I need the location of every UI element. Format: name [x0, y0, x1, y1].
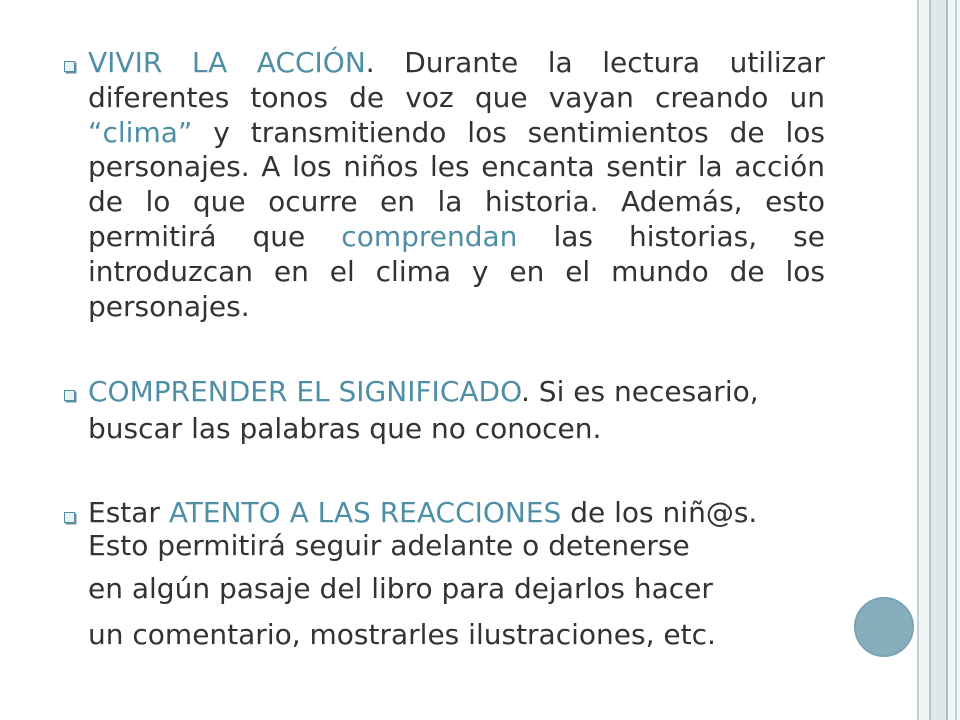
stripe-line [955, 0, 957, 720]
bullet-1-line-2-text: diferentes tonos de voz que vayan creando un [88, 81, 825, 114]
bullet-3-line-1 [88, 495, 825, 530]
bullet-1-line-8 [88, 289, 825, 324]
square-bullet-icon [64, 61, 75, 72]
stripe-line [946, 0, 948, 720]
bullet-1-line-2 [88, 80, 825, 115]
bullet-1-line-4 [88, 149, 825, 184]
bullet-3-line-1-text-b: de los niñ@s. [561, 496, 758, 529]
bullet-3-line-4 [88, 617, 825, 652]
bullet-3-line-4-text: un comentario, mostrarles ilustraciones, etc. [88, 618, 716, 651]
decorative-circle [854, 597, 914, 657]
square-bullet-icon [64, 512, 75, 523]
bullet-1-line-5 [88, 184, 825, 219]
bullet-3-line-3 [88, 571, 825, 606]
highlight-comprendan: comprendan [341, 220, 518, 253]
bullet-1-line-7 [88, 254, 825, 289]
bullet-1-line-7-text: introduzcan en el clima y en el mundo de los [88, 255, 825, 288]
bullet-1-line-3-text: y transmitiendo los sentimientos de los [192, 116, 825, 149]
square-bullet-icon [64, 390, 75, 401]
bullet-3-line-1-text-a: Estar [88, 496, 169, 529]
bullet-1-line-3 [88, 115, 825, 150]
bullet-2-line-1 [88, 374, 825, 409]
bullet-1-line-4-text: personajes. A los niños les encanta sentir la acción [88, 150, 825, 183]
highlight-clima: “clima” [88, 116, 193, 149]
highlight-vivir-la-accion: VIVIR LA ACCIÓN [88, 46, 366, 79]
bullet-2-line-2 [88, 411, 825, 446]
stripe-band [931, 0, 946, 720]
bullet-1-line-1-text: . Durante la lectura utilizar [365, 46, 826, 79]
decorative-stripes [917, 0, 960, 720]
bullet-1-line-1 [88, 45, 825, 80]
stripe-line [917, 0, 919, 720]
bullet-1-line-8-text: personajes. [88, 290, 250, 323]
highlight-atento-a-las-reacciones: ATENTO A LAS REACCIONES [168, 496, 562, 529]
bullet-1-line-6 [88, 219, 825, 254]
bullet-1-line-6-text-a: permitirá que [88, 220, 342, 253]
bullet-3-line-2-text: Esto permitirá seguir adelante o detenerse [88, 529, 690, 562]
bullet-1-line-6-text-b: las historias, se [517, 220, 825, 253]
bullet-2-line-1-text: . Si es necesario, [521, 375, 759, 408]
bullet-2-line-2-text: buscar las palabras que no conocen. [88, 412, 602, 445]
bullet-3-line-3-text: en algún pasaje del libro para dejarlos hacer [88, 572, 713, 605]
bullet-1-line-5-text: de lo que ocurre en la historia. Además, esto [88, 185, 825, 218]
highlight-comprender-el-significado: COMPRENDER EL SIGNIFICADO [88, 375, 521, 408]
bullet-3-line-2 [88, 528, 825, 563]
